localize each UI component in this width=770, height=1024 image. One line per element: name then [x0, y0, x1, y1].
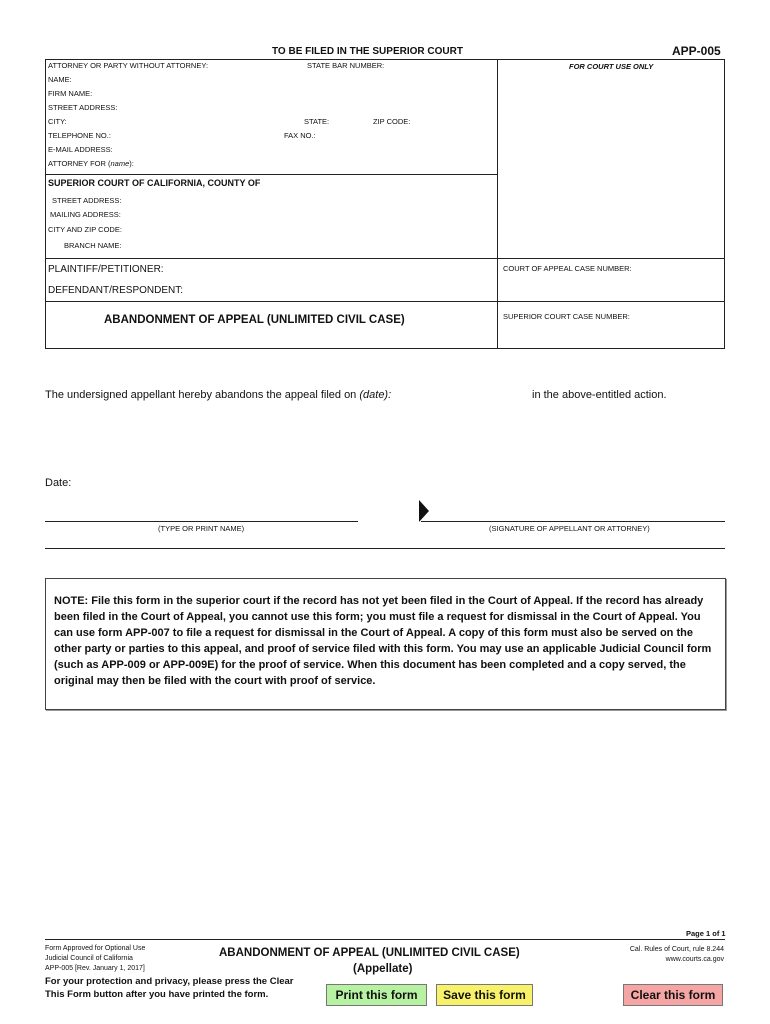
- note-text: NOTE: File this form in the superior court if the record has not yet been filed in the Court of Appeal. If the record has already been filed in the Court of Appeal, you cannot use this form; you must file a request for dismissal in the Court of Appeal. You can use form APP-007 to file a request for dismissal in the Court of Appeal. A copy of this form must also be served on the other party or parties to this appeal, and proof of service filed with this form. You may use an applicable Judicial Council form (such as APP-009 or APP-009E) for the proof of service. When this document has been completed and a copy served, the original may then be filed with the court with proof of service.: [54, 595, 712, 687]
- signature-arrow-icon: [417, 500, 431, 522]
- state-bar-label: STATE BAR NUMBER:: [307, 61, 385, 70]
- form-title: ABANDONMENT OF APPEAL (UNLIMITED CIVIL CASE): [104, 314, 405, 326]
- print-form-button[interactable]: Print this form: [326, 984, 427, 1006]
- court-bottom-border: [45, 258, 725, 259]
- superior-case-number-label: SUPERIOR COURT CASE NUMBER:: [503, 312, 630, 321]
- page-number: Page 1 of 1: [686, 929, 726, 938]
- approved-line-2: Judicial Council of California: [45, 955, 133, 962]
- rule-reference: Cal. Rules of Court, rule 8.244: [629, 946, 724, 953]
- abandon-statement: The undersigned appellant hereby abandons the appeal filed on (date):: [45, 389, 392, 401]
- appeal-case-number-label: COURT OF APPEAL CASE NUMBER:: [503, 264, 632, 273]
- rules-block: [600, 945, 724, 965]
- firm-name-label: FIRM NAME:: [48, 89, 93, 98]
- superior-court-heading: SUPERIOR COURT OF CALIFORNIA, COUNTY OF: [48, 178, 261, 188]
- caption-divider: [497, 59, 498, 349]
- note-box: [45, 578, 726, 710]
- defendant-label: DEFENDANT/RESPONDENT:: [48, 285, 184, 296]
- court-use-label: FOR COURT USE ONLY: [569, 62, 654, 71]
- privacy-line-2: This Form button after you have printed the form.: [45, 989, 269, 1000]
- privacy-note: [45, 975, 293, 1001]
- save-form-button[interactable]: Save this form: [436, 984, 533, 1006]
- approved-line-1: Form Approved for Optional Use: [45, 945, 146, 952]
- court-title: TO BE FILED IN THE SUPERIOR COURT: [272, 46, 463, 57]
- attorney-bottom-border: [45, 174, 497, 175]
- caption-bottom-border: [45, 348, 725, 349]
- approved-block: [45, 944, 145, 974]
- email-label: E-MAIL ADDRESS:: [48, 145, 113, 154]
- court-mailing-label: MAILING ADDRESS:: [50, 210, 121, 219]
- telephone-label: TELEPHONE NO.:: [48, 131, 111, 140]
- clear-form-button[interactable]: Clear this form: [623, 984, 723, 1006]
- city-label: CITY:: [48, 117, 67, 126]
- footer-divider: [45, 939, 725, 940]
- court-city-zip-label: CITY AND ZIP CODE:: [48, 225, 122, 234]
- attorney-for-label: ATTORNEY FOR (name):: [48, 159, 134, 168]
- state-label: STATE:: [304, 117, 330, 126]
- plaintiff-label: PLAINTIFF/PETITIONER:: [48, 264, 164, 275]
- date-label: Date:: [45, 477, 72, 489]
- attorney-heading: ATTORNEY OR PARTY WITHOUT ATTORNEY:: [48, 61, 209, 70]
- street-address-label: STREET ADDRESS:: [48, 103, 118, 112]
- name-label: NAME:: [48, 75, 72, 84]
- body-divider: [45, 548, 725, 549]
- court-street-label: STREET ADDRESS:: [52, 196, 122, 205]
- statement-suffix: in the above-entitled action.: [532, 389, 667, 401]
- approved-line-3: APP-005 [Rev. January 1, 2017]: [45, 965, 145, 972]
- signature-line: [421, 521, 725, 522]
- website-text: www.courts.ca.gov: [665, 956, 724, 963]
- signature-caption: (SIGNATURE OF APPELLANT OR ATTORNEY): [489, 524, 650, 533]
- caption-top-border: [45, 59, 725, 60]
- parties-bottom-border: [45, 301, 725, 302]
- fax-label: FAX NO.:: [284, 131, 316, 140]
- caption-left-border: [45, 59, 46, 349]
- caption-right-border: [724, 59, 725, 349]
- footer-subtitle: (Appellate): [353, 963, 413, 975]
- zip-label: ZIP CODE:: [373, 117, 411, 126]
- privacy-line-1: For your protection and privacy, please press the Clear: [45, 976, 294, 987]
- footer-title: ABANDONMENT OF APPEAL (UNLIMITED CIVIL CASE): [219, 947, 520, 959]
- court-branch-label: BRANCH NAME:: [64, 241, 122, 250]
- form-number: APP-005: [672, 44, 721, 58]
- print-name-line: [45, 521, 358, 522]
- type-name-caption: (TYPE OR PRINT NAME): [158, 524, 245, 533]
